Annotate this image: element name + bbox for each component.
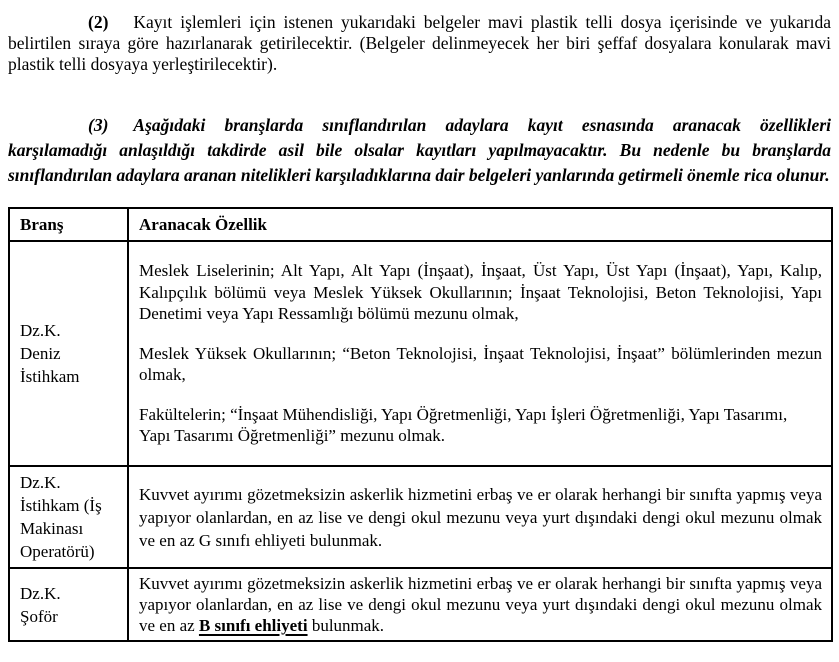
brans-line: Dz.K. <box>20 321 61 340</box>
brans-line: Operatörü) <box>20 542 95 561</box>
ozellik-cell <box>128 568 832 641</box>
header-aranacak-ozellik: Aranacak Özellik <box>128 208 832 241</box>
brans-line: İstihkam (İş <box>20 496 102 515</box>
brans-line: Dz.K. <box>20 473 61 492</box>
paragraph-3-text: Aşağıdaki branşlarda sınıflandırılan adaylara kayıt esnasında aranacak özellikleri karşılamadığı anlaşıldığı takdirde asil bile olsalar kayıtları yapılmayacaktır. Bu nedenle bu branşlarda sınıflandırılan adaylara aranan nitelikleri karşıladıklarına dair belgeleri yanlarında getirmeli önemle rica olunur. <box>8 115 831 185</box>
brans-cell <box>9 466 128 568</box>
requirements-table <box>8 207 833 642</box>
brans-cell <box>9 568 128 641</box>
brans-cell <box>9 241 128 466</box>
ozellik-paragraph: Fakültelerin; “İnşaat Mühendisliği, Yapı Öğretmenliği, Yapı İşleri Öğretmenliği, Yapı Tasarımı, Yapı Tasarımı Öğretmenliği” mezunu olmak. <box>139 404 788 446</box>
table-header-row <box>9 208 832 241</box>
ozellik-cell <box>128 241 832 466</box>
paragraph-3 <box>8 113 831 188</box>
ozellik-paragraph: Meslek Yüksek Okullarının; “Beton Teknolojisi, İnşaat Teknolojisi, İnşaat” bölümlerinden mezun olmak, <box>139 343 822 385</box>
brans-line: Dz.K. <box>20 583 61 603</box>
ozellik-cell <box>128 466 832 568</box>
ozellik-text: Kuvvet ayırımı gözetmeksizin askerlik hizmetini erbaş ve er olarak herhangi bir sınıfta yapmış veya yapıyor olanlardan, en az lise ve dengi okul mezunu veya yurt dışındaki dengi okul mezunu olmak ve en az G sınıfı ehliyeti bulunmak. <box>139 484 822 550</box>
ozellik-text-post: bulunmak. <box>307 616 385 635</box>
brans-line: İstihkam <box>20 367 80 386</box>
brans-line: Deniz <box>20 344 61 363</box>
brans-line: Şoför <box>20 606 58 626</box>
paragraph-2-number: (2) <box>88 12 109 32</box>
ozellik-text-pre: Kuvvet ayırımı gözetmeksizin askerlik hizmetini erbaş ve er olarak herhangi bir sınıfta yapmış veya yapıyor olanlardan, en az lise ve dengi okul mezunu veya yurt dışındaki dengi okul mezunu olmak ve en az <box>139 574 822 635</box>
ozellik-paragraph: Meslek Liselerinin; Alt Yapı, Alt Yapı (İnşaat), İnşaat, Üst Yapı, Üst Yapı (İnşaat), Yapı, Kalıp, Kalıpçılık bölümü veya Meslek Yüksek Okullarının; İnşaat Teknolojisi, Beton Teknolojisi, Yapı Denetimi veya Yapı Ressamlığı bölümü mezunu olmak, <box>139 261 822 324</box>
paragraph-3-number: (3) <box>88 115 109 135</box>
brans-line: Makinası <box>20 519 84 538</box>
table-row-is-makinasi-operatoru <box>9 466 832 568</box>
table-row-sofor <box>9 568 832 641</box>
paragraph-2-text: Kayıt işlemleri için istenen yukarıdaki belgeler mavi plastik telli dosya içerisinde ve yukarıda belirtilen sıraya göre hazırlanarak getirilecektir. (Belgeler delinmeyecek her biri şeffaf dosyalara konularak mavi plastik telli dosyaya yerleştirilecektir). <box>8 12 831 74</box>
table-row-deniz-istihkam <box>9 241 832 466</box>
emphasized-b-sinifi-ehliyeti: B sınıfı ehliyeti <box>198 616 308 635</box>
header-brans: Branş <box>9 208 128 241</box>
document-page <box>0 12 839 662</box>
paragraph-2 <box>8 12 831 75</box>
